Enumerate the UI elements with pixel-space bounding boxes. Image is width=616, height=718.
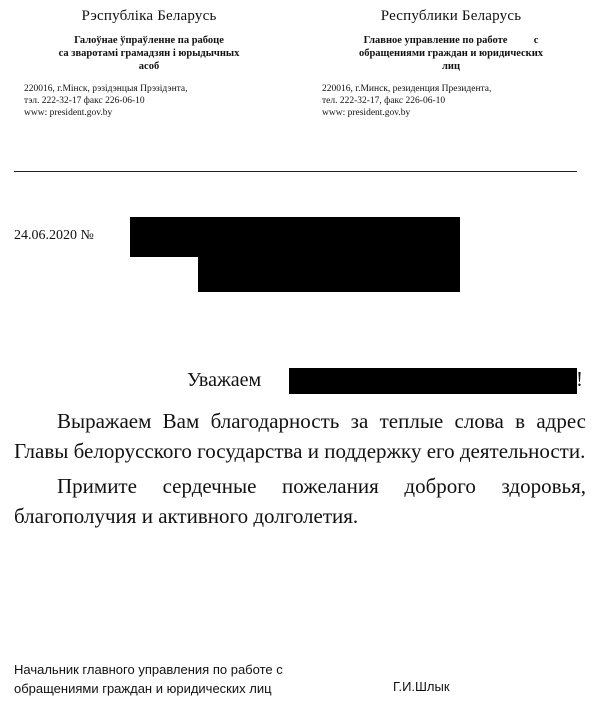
greeting: Уважаем (187, 369, 262, 391)
letter-body (14, 406, 586, 531)
redaction-block (130, 217, 460, 257)
signer-name: Г.И.Шлык (393, 679, 450, 694)
country-name-be: Рэспубліка Беларусь (81, 8, 217, 24)
body-paragraph: Выражаем Вам благодарность за теплые слова в адрес Главы белорусского государства и поддержку его деятельности. (14, 409, 586, 463)
department-name-ru: Главное управление по работе с обращениями граждан и юридических лиц (358, 35, 544, 72)
letterhead-right (316, 0, 586, 119)
signature-title: Начальник главного управления по работе с обращениями граждан и юридических лиц (14, 662, 283, 696)
greeting-exclamation: ! (576, 367, 583, 391)
header-divider (14, 171, 577, 172)
date-number-line: 24.06.2020 № (14, 228, 94, 243)
redaction-block (198, 255, 460, 292)
address-ru: 220016, г.Минск, резиденция Президента, тел. 222-32-17, факс 226-06-10 www: president.gov.by (322, 84, 492, 118)
address-be: 220016, г.Мінск, рэзідэнцыя Прэзідэнта, тэл. 222-32-17 факс 226-06-10 www: president.gov.by (24, 84, 188, 118)
body-paragraph: Примите сердечные пожелания доброго здоровья, благополучия и активного долголетия. (14, 474, 586, 528)
letterhead-left (18, 0, 280, 119)
redaction-block (289, 368, 577, 394)
country-name-ru: Республики Беларусь (380, 8, 522, 24)
department-name-be: Галоўнае ўпраўленне па рабоце са зваротамі грамадзян і юрыдычных асоб (58, 35, 240, 72)
